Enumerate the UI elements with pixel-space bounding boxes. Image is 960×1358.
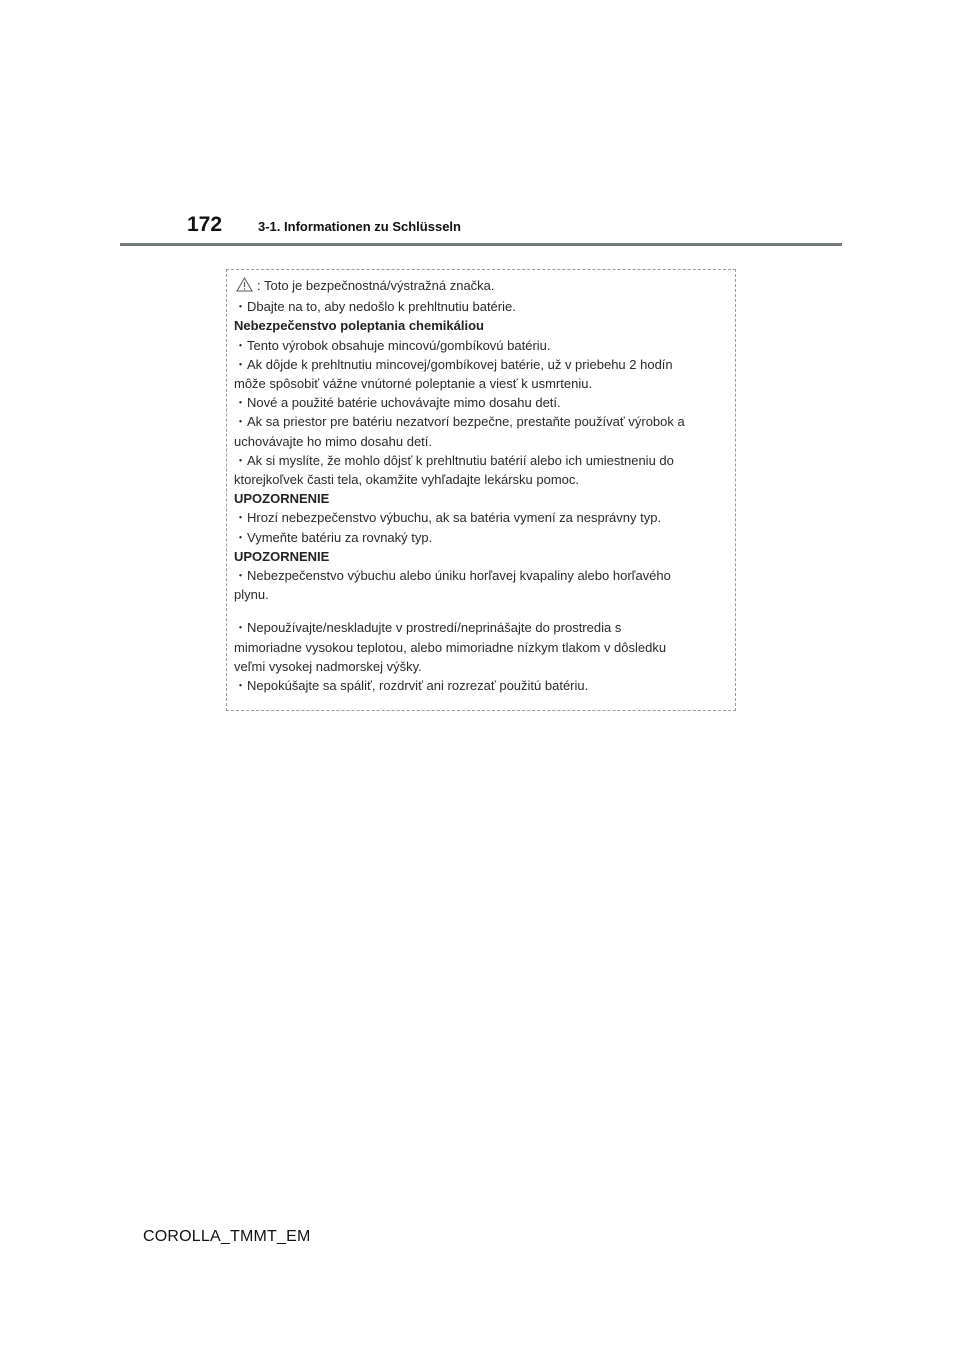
symbol-note-text: : Toto je bezpečnostná/výstražná značka.: [257, 278, 495, 293]
warning-heading-caution-2: UPOZORNENIE: [234, 548, 330, 564]
warning-line-5: môže spôsobiť vážne vnútorné poleptanie a viesť k usmrteniu.: [234, 376, 593, 392]
warning-line-4: ・Ak dôjde k prehltnutiu mincovej/gombíkovej batérie, už v priebehu 2 hodín: [234, 356, 673, 372]
warning-line-20: ・Nepokúšajte sa spáliť, rozdrviť ani rozrezať použitú batériu.: [234, 678, 589, 694]
page-number: 172: [187, 213, 223, 236]
header-rule: [120, 243, 842, 246]
warning-line-13: ・Vymeňte batériu za rovnaký typ.: [234, 529, 433, 545]
warning-line-15: ・Nebezpečenstvo výbuchu alebo úniku horľavej kvapaliny alebo horľavého: [234, 568, 671, 584]
warning-line-18: mimoriadne vysokou teplotou, alebo mimoriadne nízkym tlakom v dôsledku: [234, 639, 667, 655]
warning-line-9: ・Ak si myslíte, že mohlo dôjsť k prehltnutiu batérií alebo ich umiestneniu do: [234, 452, 674, 468]
section-title: 3-1. Informationen zu Schlüsseln: [258, 219, 461, 234]
footer-code: COROLLA_TMMT_EM: [143, 1228, 311, 1245]
warning-line-7: ・Ak sa priestor pre batériu nezatvorí bezpečne, prestaňte používať výrobok a: [234, 414, 685, 430]
warning-line-19: veľmi vysokej nadmorskej výšky.: [234, 658, 422, 674]
warning-line-6: ・Nové a použité batérie uchovávajte mimo dosahu detí.: [234, 395, 561, 411]
warning-line-16: plynu.: [234, 587, 269, 603]
warning-line-17: ・Nepoužívajte/neskladujte v prostredí/neprinášajte do prostredia s: [234, 620, 622, 636]
warning-heading-chemical: Nebezpečenstvo poleptania chemikáliou: [234, 318, 484, 334]
warning-line-12: ・Hrozí nebezpečenstvo výbuchu, ak sa batéria vymení za nesprávny typ.: [234, 510, 662, 526]
warning-heading-caution-1: UPOZORNENIE: [234, 491, 330, 507]
warning-line-1: ・Dbajte na to, aby nedošlo k prehltnutiu batérie.: [234, 299, 516, 315]
symbol-note-line: [234, 276, 729, 297]
warning-line-10: ktorejkoľvek časti tela, okamžite vyhľadajte lekársku pomoc.: [234, 472, 580, 488]
warning-line-8: uchovávajte ho mimo dosahu detí.: [234, 433, 433, 449]
warning-body: [234, 276, 729, 695]
warning-triangle-icon: [236, 277, 253, 297]
warning-line-3: ・Tento výrobok obsahuje mincovú/gombíkovú batériu.: [234, 337, 551, 353]
